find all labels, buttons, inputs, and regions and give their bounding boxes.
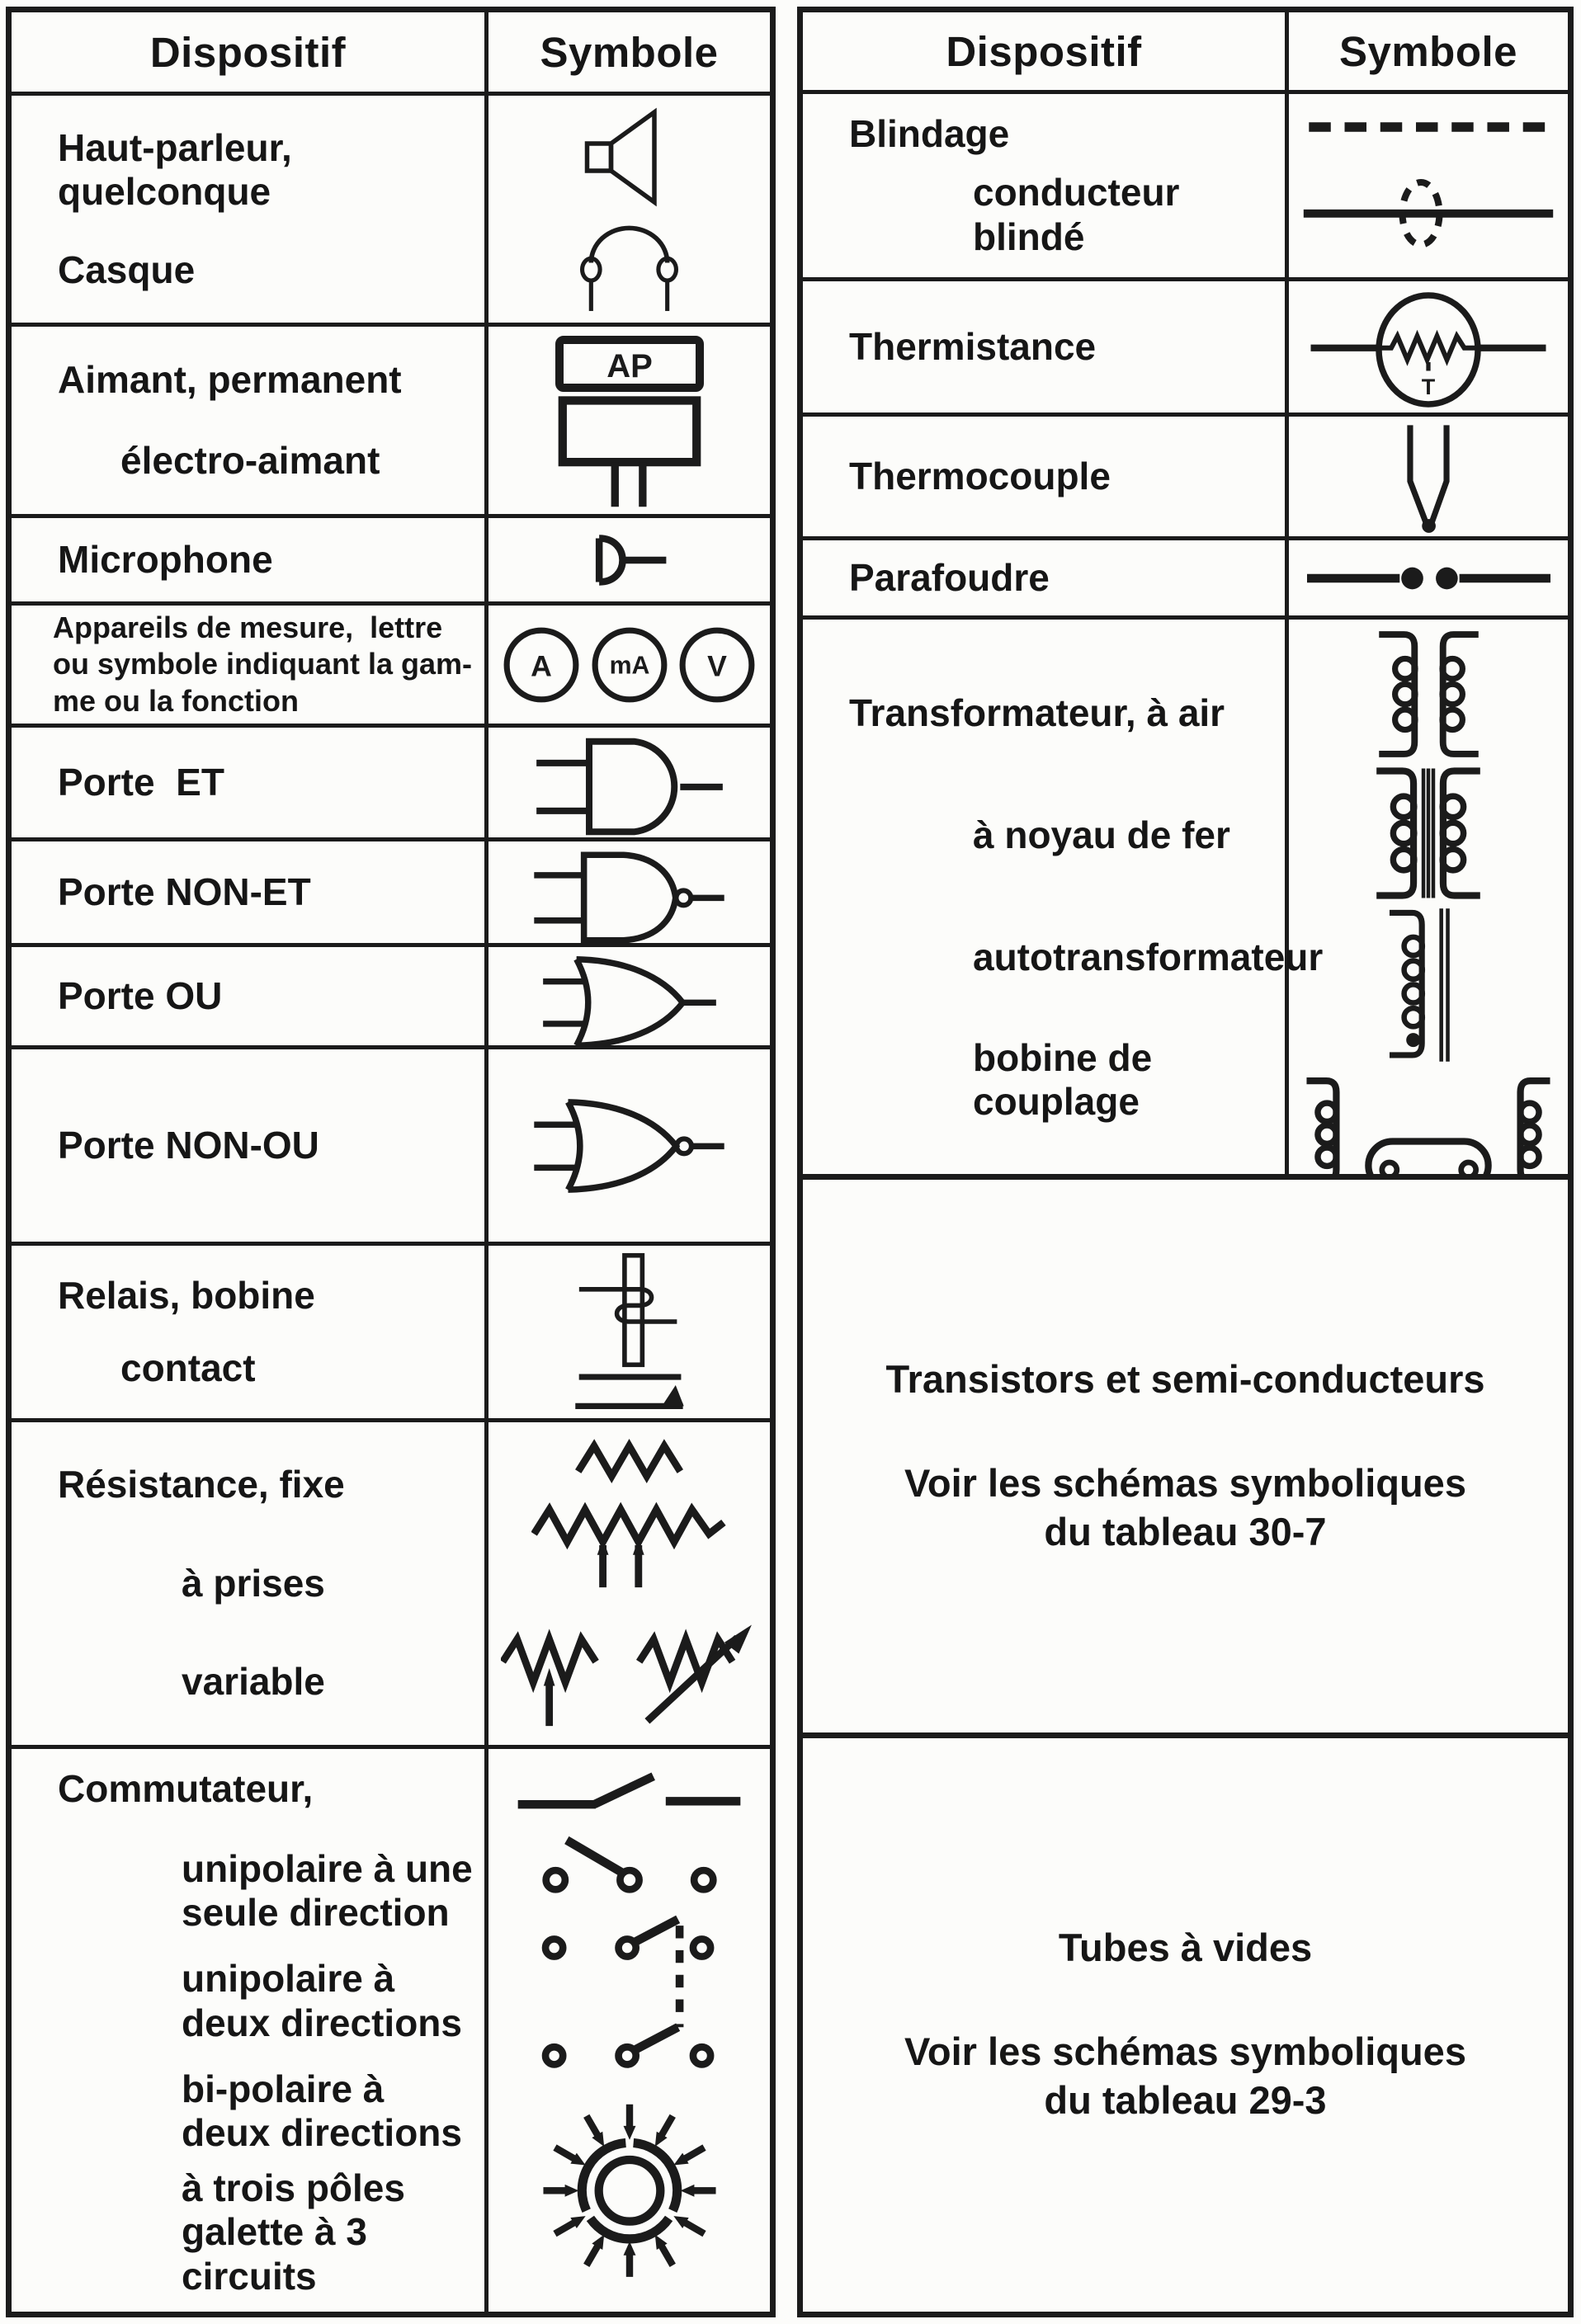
row-nor-gate: [12, 1045, 770, 1242]
milliammeter-icon: [589, 625, 670, 705]
column-title: Symbole: [1338, 27, 1518, 75]
device-label: unipolaire à une: [182, 1846, 473, 1890]
device-label: me ou la fonction: [53, 683, 300, 718]
device-label: deux directions: [182, 2001, 462, 2044]
row-and-gate: [12, 724, 770, 837]
device-label: Relais, bobine: [58, 1273, 315, 1317]
nand-gate-icon: [528, 848, 730, 947]
device-label: Parafoudre: [849, 555, 1050, 599]
device-label: Porte ET: [58, 760, 224, 804]
device-label: électro-aimant: [120, 438, 380, 482]
nor-gate-icon: [528, 1096, 730, 1195]
device-label: Haut-parleur,: [58, 125, 292, 169]
note-line: du tableau 29-3: [1044, 2078, 1327, 2122]
fixed-resistor-icon: [575, 1438, 684, 1484]
device-label: Résistance, fixe: [58, 1463, 345, 1506]
shielded-conductor-icon: [1302, 171, 1555, 253]
device-label: Transformateur, à air: [849, 691, 1225, 735]
svg-text:A: A: [530, 648, 552, 682]
row-speaker: [12, 92, 770, 323]
autotransformer-icon: [1382, 904, 1475, 1066]
device-label: Porte NON-ET: [58, 870, 311, 913]
device-label: autotransformateur: [973, 936, 1324, 979]
iron-core-transformer-icon: [1371, 762, 1486, 904]
device-label: Thermistance: [849, 324, 1097, 368]
row-shielding: [803, 90, 1568, 277]
electromagnet-icon: [551, 394, 708, 510]
device-label: variable: [182, 1660, 325, 1704]
column-title: Dispositif: [149, 28, 347, 76]
row-or-gate: [12, 943, 770, 1045]
device-label: seule direction: [182, 1891, 450, 1935]
rotary-wafer-switch-icon: [526, 2082, 734, 2295]
svg-text:mA: mA: [609, 652, 649, 680]
voltmeter-icon: [677, 625, 757, 705]
device-label: à prises: [182, 1561, 325, 1605]
permanent-magnet-icon: [553, 333, 706, 394]
device-label: Porte OU: [58, 973, 223, 1017]
device-label: conducteur blindé: [973, 171, 1211, 258]
relay-contact-icon: [572, 1368, 687, 1416]
device-label: Commutateur,: [58, 1767, 314, 1810]
left-header-row: [12, 12, 770, 92]
left-symbol-table: [6, 7, 776, 2317]
row-arrester: [803, 536, 1568, 615]
device-label: à noyau de fer: [973, 813, 1230, 857]
left-header-device: [12, 12, 488, 92]
ammeter-icon: [501, 625, 582, 705]
right-column: [797, 7, 1574, 2317]
device-label: Porte NON-OU: [58, 1123, 319, 1167]
dpdt-switch-icon: [536, 1907, 724, 2073]
speaker-icon: [547, 106, 712, 209]
spdt-switch-icon: [536, 1829, 724, 1897]
and-gate-icon: [531, 734, 728, 839]
headphones-icon: [540, 215, 718, 313]
device-label: bi-polaire à: [182, 2067, 385, 2110]
row-switches: [12, 1745, 770, 2312]
device-label: Aimant, permanent: [58, 358, 402, 402]
or-gate-icon: [531, 954, 728, 1051]
device-label: unipolaire à: [182, 1957, 395, 2001]
row-microphone: [12, 514, 770, 601]
column-title: Dispositif: [946, 27, 1142, 75]
relay-coil-icon: [573, 1252, 685, 1368]
right-header-symbol: [1289, 12, 1568, 90]
magnet-text: AP: [606, 348, 653, 384]
note-title: Tubes à vides: [1058, 1926, 1313, 1970]
transistors-note-box: [797, 1174, 1574, 1738]
thermistor-icon: [1305, 288, 1552, 412]
variable-resistor-icon: [501, 1609, 758, 1729]
row-thermistor: [803, 277, 1568, 412]
row-transformers: [803, 615, 1568, 1174]
row-relay: [12, 1242, 770, 1418]
row-thermocouple: [803, 412, 1568, 536]
row-nand-gate: [12, 837, 770, 943]
spst-switch-icon: [512, 1765, 747, 1820]
note-line: Voir les schémas symboliques: [904, 1460, 1466, 1505]
right-symbol-table: [797, 7, 1574, 1180]
shield-dashed-line-icon: [1305, 119, 1552, 135]
svg-text:V: V: [707, 648, 728, 682]
device-label: à trois pôles: [182, 2166, 405, 2209]
row-meters: [12, 601, 770, 724]
device-label: Thermocouple: [849, 454, 1111, 497]
note-title: Transistors et semi-conducteurs: [885, 1356, 1485, 1401]
air-core-transformer-icon: [1374, 626, 1484, 762]
device-label: contact: [120, 1346, 256, 1390]
note-line: Voir les schémas symboliques: [904, 2029, 1466, 2074]
right-header-device: [803, 12, 1289, 90]
device-label: quelconque: [58, 170, 271, 214]
thermistor-letter: T: [1421, 375, 1436, 399]
device-label: Appareils de mesure, lettre: [53, 610, 443, 644]
tapped-resistor-icon: [531, 1501, 728, 1591]
device-label: Casque: [58, 247, 196, 291]
device-label: ou symbole indiquant la gam-: [53, 647, 473, 681]
device-label: Blindage: [849, 111, 1010, 155]
note-line: du tableau 30-7: [1044, 1509, 1327, 1553]
microphone-icon: [587, 532, 673, 588]
device-label: galette à 3 circuits: [182, 2210, 378, 2298]
row-magnet: [12, 323, 770, 514]
column-title: Symbole: [540, 28, 719, 76]
spark-gap-arrester-icon: [1307, 562, 1550, 595]
row-resistor: [12, 1418, 770, 1745]
right-header-row: [803, 12, 1568, 90]
thermocouple-icon: [1390, 423, 1466, 539]
device-label: bobine de couplage: [973, 1035, 1163, 1123]
device-label: deux directions: [182, 2111, 462, 2155]
device-label: Microphone: [58, 537, 273, 581]
tubes-note-box: [797, 1732, 1574, 2317]
left-header-symbol: [488, 12, 770, 92]
